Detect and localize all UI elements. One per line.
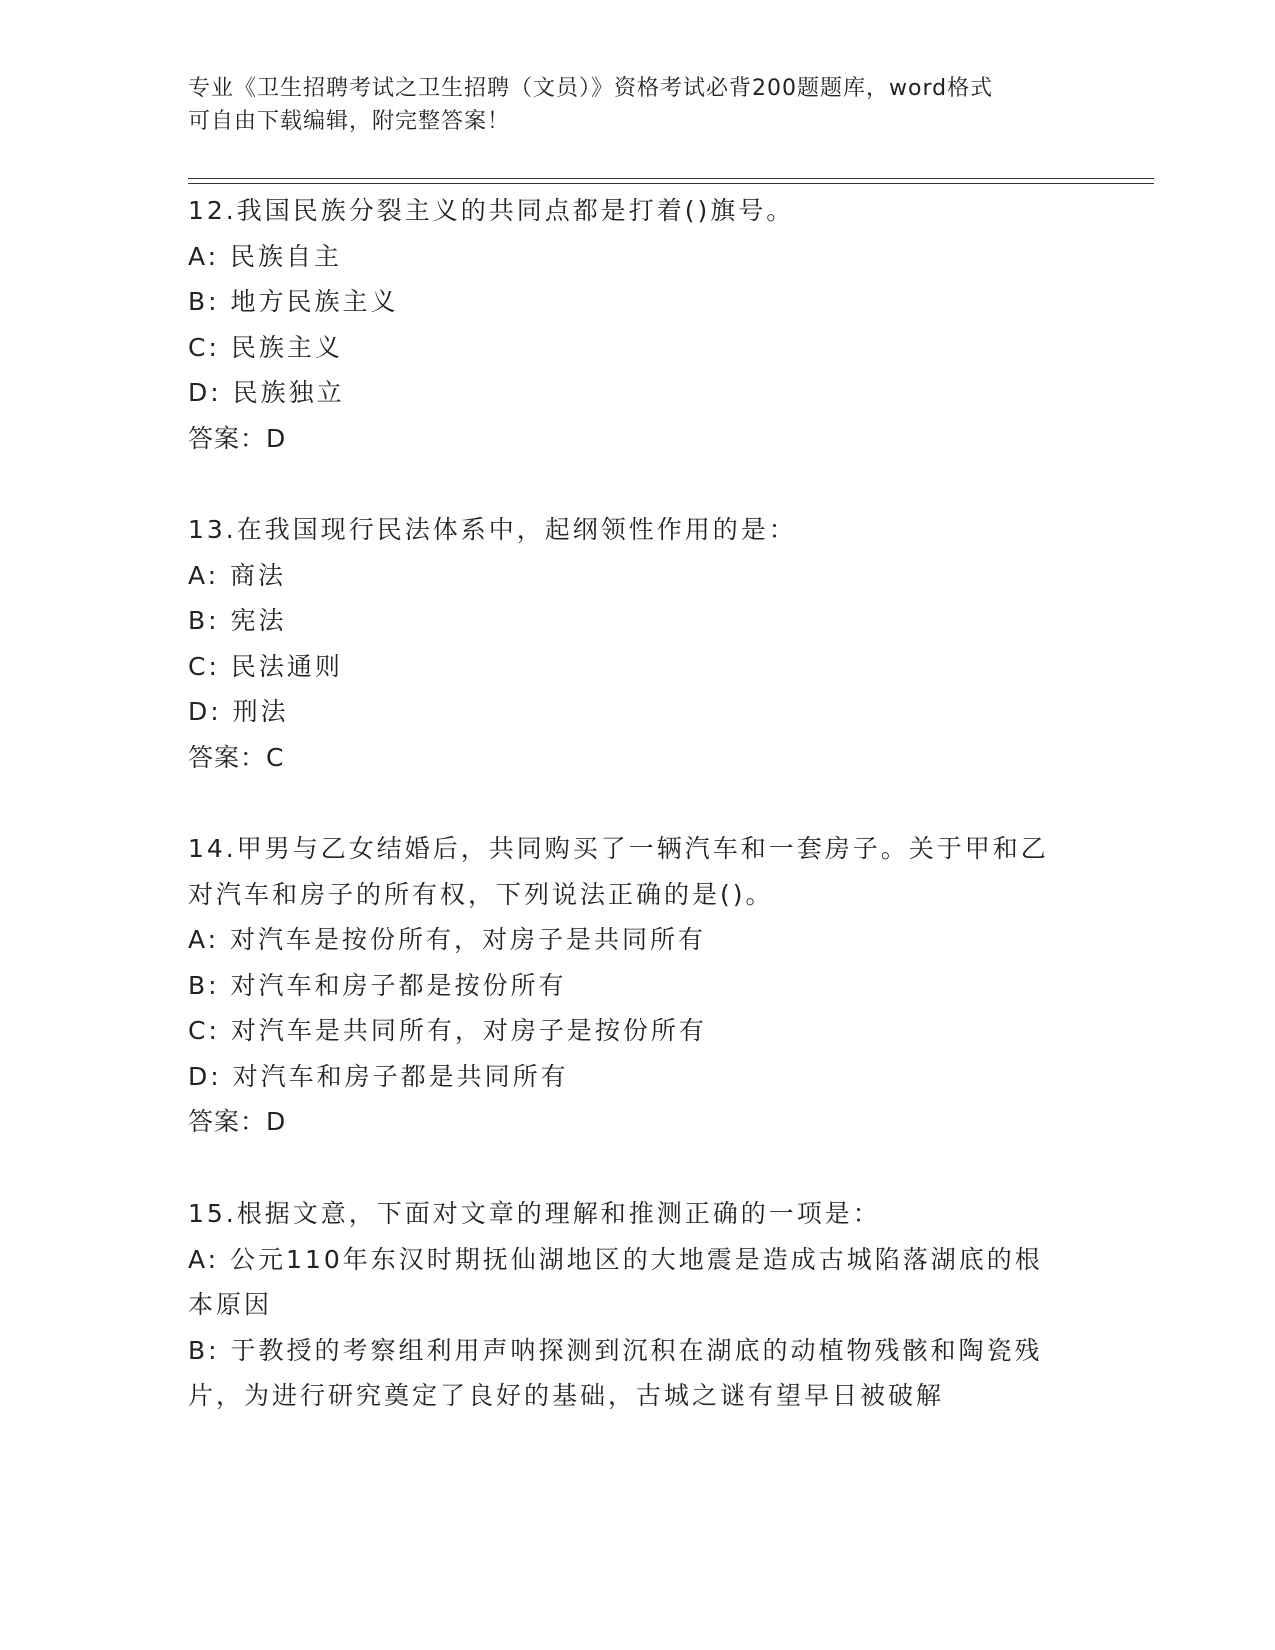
option-c: C: 对汽车是共同所有，对房子是按份所有	[188, 1016, 707, 1045]
option-b-line-2: 片，为进行研究奠定了良好的基础，古城之谜有望早日被破解	[188, 1381, 945, 1410]
answer: 答案：D	[188, 423, 287, 453]
question-12	[188, 188, 1078, 461]
question-text: 15.根据文意，下面对文章的理解和推测正确的一项是：	[188, 1199, 881, 1228]
option-b-line-1: B: 于教授的考察组利用声呐探测到沉积在湖底的动植物残骸和陶瓷残	[188, 1335, 1043, 1365]
header-line-1: 专业《卫生招聘考试之卫生招聘（文员）》资格考试必背200题题库，word格式	[188, 76, 994, 101]
option-b: B: 宪法	[188, 606, 287, 635]
option-a: A: 商法	[188, 560, 287, 590]
option-d: D: 民族独立	[188, 378, 345, 407]
option-b: B: 地方民族主义	[188, 287, 399, 316]
answer: 答案：D	[188, 1107, 287, 1136]
question-text-line-1: 14.甲男与乙女结婚后，共同购买了一辆汽车和一套房子。关于甲和乙	[188, 834, 1049, 863]
question-15	[188, 1191, 1078, 1419]
option-c: C: 民族主义	[188, 332, 343, 362]
question-13	[188, 507, 1078, 780]
option-b: B: 对汽车和房子都是按份所有	[188, 970, 567, 1000]
option-d: D: 刑法	[188, 697, 289, 726]
option-a: A: 民族自主	[188, 241, 343, 271]
question-text-line-2: 对汽车和房子的所有权，下列说法正确的是()。	[188, 879, 774, 909]
option-a: A: 对汽车是按份所有，对房子是共同所有	[188, 925, 707, 954]
option-d: D: 对汽车和房子都是共同所有	[188, 1061, 569, 1091]
header-divider-top	[188, 178, 1154, 179]
header-line-2: 可自由下载编辑，附完整答案！	[188, 109, 511, 134]
option-a-line-1: A: 公元110年东汉时期抚仙湖地区的大地震是造成古城陷落湖底的根	[188, 1244, 1043, 1274]
option-a-line-2: 本原因	[188, 1290, 273, 1319]
answer: 答案：C	[188, 742, 285, 772]
document-header	[188, 72, 1088, 138]
question-text: 13.在我国现行民法体系中，起纲领性作用的是：	[188, 515, 797, 544]
question-14	[188, 826, 1078, 1145]
question-text: 12.我国民族分裂主义的共同点都是打着()旗号。	[188, 196, 795, 225]
header-divider-bottom	[188, 183, 1154, 184]
option-c: C: 民法通则	[188, 651, 343, 681]
